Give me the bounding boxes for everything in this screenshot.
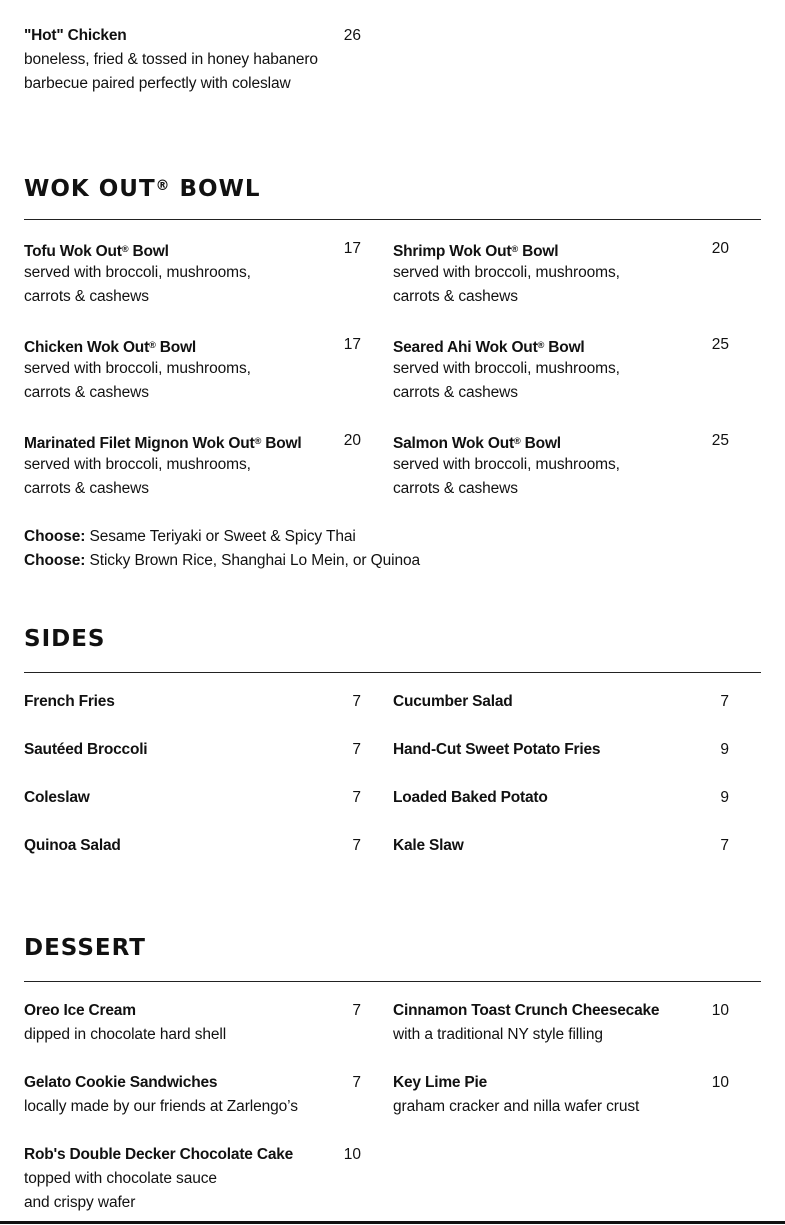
menu-item-name: Oreo Ice Cream xyxy=(24,1002,136,1019)
page-bottom-border xyxy=(0,1221,785,1224)
menu-item-description: carrots & cashews xyxy=(393,480,518,497)
choose-base: Choose: Sticky Brown Rice, Shanghai Lo Mein, or Quinoa xyxy=(24,552,421,569)
menu-item-description: graham cracker and nilla wafer crust xyxy=(393,1098,640,1115)
menu-item-description: locally made by our friends at Zarlengo’s xyxy=(24,1098,298,1115)
choose-sauce: Choose: Sesame Teriyaki or Sweet & Spicy Thai xyxy=(24,528,356,545)
menu-item-description: served with broccoli, mushrooms, xyxy=(393,360,620,377)
menu-item-name: Key Lime Pie xyxy=(393,1074,488,1091)
menu-item-name: Marinated Filet Mignon Wok Out® Bowl xyxy=(24,435,302,453)
menu-item-price: 7 xyxy=(352,693,361,710)
menu-item-price: 7 xyxy=(352,1074,361,1091)
menu-item-price: 17 xyxy=(343,336,361,353)
menu-item-description: dipped in chocolate hard shell xyxy=(24,1026,227,1043)
menu-item-description: barbecue paired perfectly with coleslaw xyxy=(24,75,291,92)
menu-item-name: Tofu Wok Out® Bowl xyxy=(24,243,169,261)
menu-item-description: served with broccoli, mushrooms, xyxy=(24,264,251,281)
menu-item-name: Cucumber Salad xyxy=(393,693,513,710)
menu-item-name: Seared Ahi Wok Out® Bowl xyxy=(393,339,585,357)
menu-item-name: Chicken Wok Out® Bowl xyxy=(24,339,197,357)
menu-item-description: topped with chocolate sauce xyxy=(24,1170,217,1187)
menu-item-name: Rob's Double Decker Chocolate Cake xyxy=(24,1146,294,1163)
menu-item-name: Loaded Baked Potato xyxy=(393,789,548,806)
menu-item-name: "Hot" Chicken xyxy=(24,27,127,44)
menu-item-description: with a traditional NY style filling xyxy=(393,1026,603,1043)
menu-item-name: Gelato Cookie Sandwiches xyxy=(24,1074,218,1091)
section-divider xyxy=(24,672,761,673)
menu-item-price: 7 xyxy=(352,837,361,854)
menu-item-price: 7 xyxy=(352,1002,361,1019)
menu-item-price: 25 xyxy=(711,432,729,449)
menu-item-price: 9 xyxy=(720,789,729,806)
menu-item-name: Shrimp Wok Out® Bowl xyxy=(393,243,559,261)
menu-item-price: 10 xyxy=(343,1146,361,1163)
menu-item-description: carrots & cashews xyxy=(393,288,518,305)
section-heading-sides: SIDES xyxy=(24,626,106,652)
menu-item-description: carrots & cashews xyxy=(393,384,518,401)
menu-item-description: boneless, fried & tossed in honey habanero xyxy=(24,51,318,68)
menu-item-description: carrots & cashews xyxy=(24,288,149,305)
menu-item-price: 26 xyxy=(343,27,361,44)
menu-item-price: 7 xyxy=(720,693,729,710)
menu-item-price: 7 xyxy=(720,837,729,854)
menu-item-name: Sautéed Broccoli xyxy=(24,741,148,758)
menu-item-description: carrots & cashews xyxy=(24,384,149,401)
menu-item-name: Coleslaw xyxy=(24,789,90,806)
section-divider xyxy=(24,219,761,220)
menu-item-price: 9 xyxy=(720,741,729,758)
menu-item-price: 17 xyxy=(343,240,361,257)
menu-item-description: served with broccoli, mushrooms, xyxy=(24,456,251,473)
menu-item-description: served with broccoli, mushrooms, xyxy=(24,360,251,377)
section-heading-wok-out-bowl: WOK OUT® BOWL xyxy=(24,176,261,203)
menu-item-name: Hand-Cut Sweet Potato Fries xyxy=(393,741,601,758)
menu-item-price: 10 xyxy=(711,1074,729,1091)
section-divider xyxy=(24,981,761,982)
menu-item-description: served with broccoli, mushrooms, xyxy=(393,264,620,281)
menu-item-name: Kale Slaw xyxy=(393,837,464,854)
menu-item-price: 20 xyxy=(343,432,361,449)
menu-item-name: French Fries xyxy=(24,693,115,710)
menu-item-description: served with broccoli, mushrooms, xyxy=(393,456,620,473)
menu-item-price: 20 xyxy=(711,240,729,257)
menu-item-price: 7 xyxy=(352,741,361,758)
menu-item-price: 25 xyxy=(711,336,729,353)
menu-item-price: 10 xyxy=(711,1002,729,1019)
menu-item-description: carrots & cashews xyxy=(24,480,149,497)
menu-item-description: and crispy wafer xyxy=(24,1194,136,1211)
menu-item-name: Salmon Wok Out® Bowl xyxy=(393,435,561,453)
menu-item-name: Cinnamon Toast Crunch Cheesecake xyxy=(393,1002,660,1019)
section-heading-dessert: DESSERT xyxy=(24,935,146,961)
menu-item-price: 7 xyxy=(352,789,361,806)
menu-item-name: Quinoa Salad xyxy=(24,837,121,854)
